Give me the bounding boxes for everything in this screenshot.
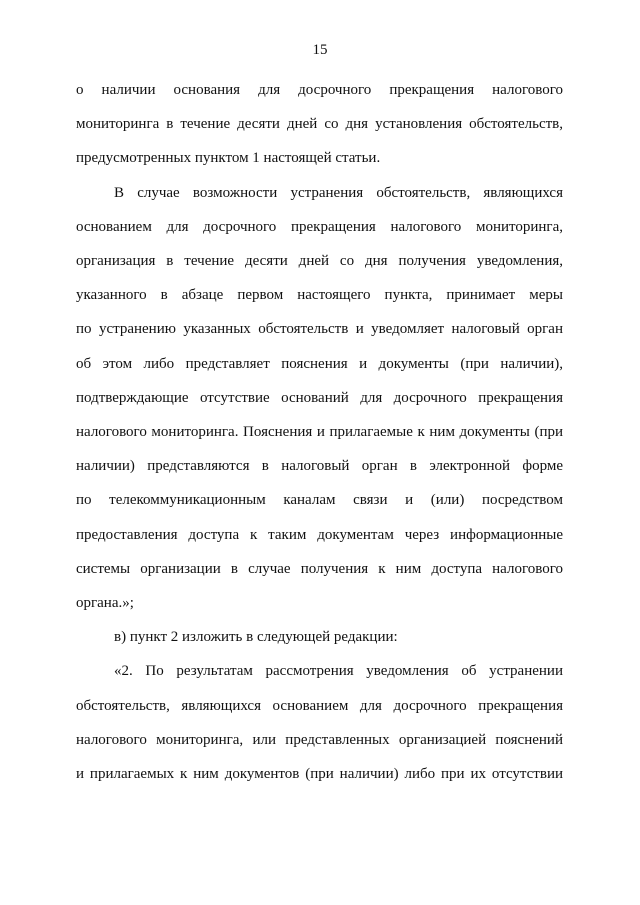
text-line: в) пункт 2 изложить в следующей редакции: [114, 629, 398, 646]
text-line: системы организации в случае получения к ним доступа налогового [76, 560, 563, 577]
text-line: организация в течение десяти дней со дня получения уведомления, [76, 253, 563, 269]
text-line: по телекоммуникационным каналам связи и (или) посредством [76, 492, 563, 509]
text-line: предусмотренных пунктом 1 настоящей статьи. [76, 150, 381, 167]
text-line: органа.»; [76, 595, 134, 611]
text-line: подтверждающие отсутствие оснований для досрочного прекращения [76, 389, 563, 406]
text-line: В случае возможности устранения обстоятельств, являющихся [114, 184, 563, 201]
text-line: «2. По результатам рассмотрения уведомления об устранении [114, 663, 563, 680]
text-line: о наличии основания для досрочного прекращения налогового [76, 82, 563, 98]
page-number: 15 [312, 42, 328, 58]
text-line: наличии) представляются в налоговый орган в электронной форме [76, 458, 563, 475]
text-line: по устранению указанных обстоятельств и уведомляет налоговый орган [76, 321, 563, 338]
text-line: налогового мониторинга, или представленных организацией пояснений [76, 731, 563, 748]
text-line: указанного в абзаце первом настоящего пункта, принимает меры [76, 287, 563, 304]
text-line: и прилагаемых к ним документов (при наличии) либо при их отсутствии [76, 766, 563, 782]
text-line: об этом либо представляет пояснения и документы (при наличии), [76, 355, 563, 372]
text-line: основанием для досрочного прекращения налогового мониторинга, [76, 218, 563, 235]
text-line: мониторинга в течение десяти дней со дня установления обстоятельств, [76, 116, 563, 133]
text-line: налогового мониторинга. Пояснения и прилагаемые к ним документы (при [76, 424, 563, 440]
text-line: предоставления доступа к таким документам через информационные [76, 526, 563, 543]
text-line: обстоятельств, являющихся основанием для досрочного прекращения [76, 697, 563, 714]
